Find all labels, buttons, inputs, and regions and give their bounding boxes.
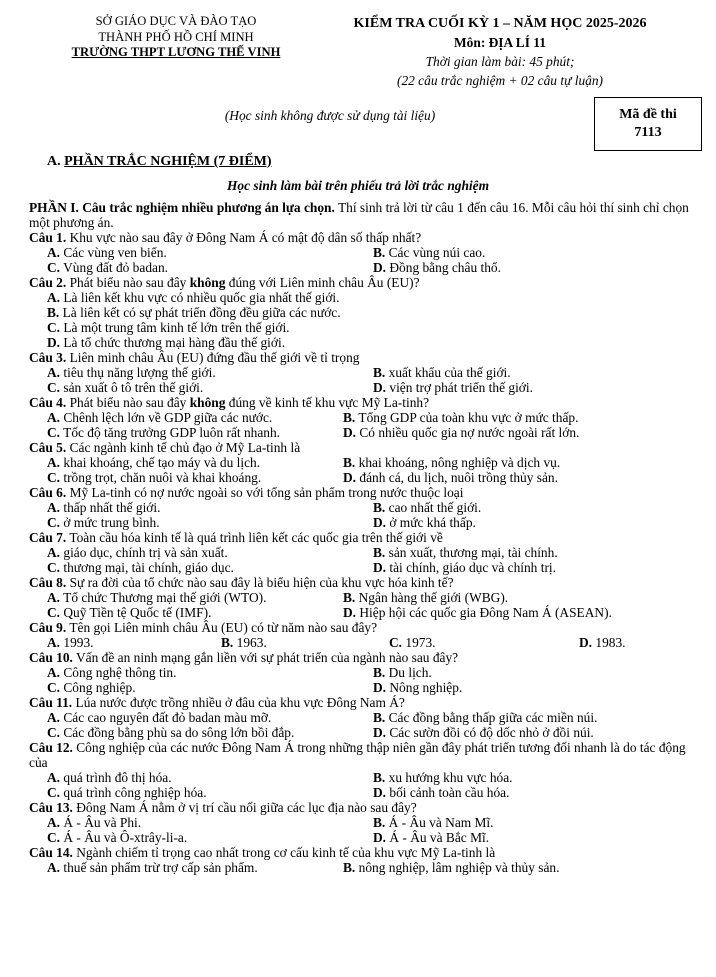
answer-option: [373, 515, 689, 530]
question-stem: [29, 800, 689, 815]
option-text: tiêu thụ năng lượng thế giới.: [60, 365, 216, 380]
question-text: Ngành chiếm tỉ trọng cao nhất trong cơ cấu kinh tế của khu vực Mỹ La-tinh là: [72, 845, 496, 860]
question-emphasis: không: [189, 275, 226, 290]
answer-option: [47, 425, 343, 440]
question-number: Câu 14.: [29, 845, 73, 860]
answer-option: [579, 635, 689, 650]
option-text: Ngân hàng thế giới (WBG).: [355, 590, 509, 605]
option-text: Á - Âu và Nam Mĩ.: [385, 815, 494, 830]
option-letter: C.: [47, 680, 61, 695]
option-letter: C.: [47, 320, 61, 335]
question-item: [29, 485, 689, 530]
section-heading: PHẦN TRẮC NGHIỆM (7 ĐIỂM): [64, 154, 272, 169]
answer-option: [47, 725, 373, 740]
option-letter: C.: [47, 785, 61, 800]
question-item: [29, 620, 689, 650]
option-text: Á - Âu và Ô-xtrây-li-a.: [60, 830, 188, 845]
question-stem: [29, 650, 689, 665]
question-stem: [29, 395, 689, 410]
answer-option: [373, 680, 689, 695]
option-letter: A.: [47, 860, 61, 875]
answer-option: [343, 605, 689, 620]
answer-options: [47, 590, 689, 620]
question-emphasis: không: [189, 395, 226, 410]
question-stem: [29, 845, 689, 860]
option-letter: A.: [47, 410, 61, 425]
option-letter: B.: [221, 635, 234, 650]
option-letter: A.: [47, 245, 61, 260]
option-text: xu hướng khu vực hóa.: [385, 770, 513, 785]
option-letter: C.: [47, 470, 61, 485]
option-letter: D.: [373, 515, 387, 530]
option-letter: B.: [343, 455, 356, 470]
answer-option: [373, 380, 689, 395]
answer-option: [47, 470, 343, 485]
answer-option: [373, 500, 689, 515]
answer-option: [373, 365, 689, 380]
option-letter: D.: [47, 335, 61, 350]
question-item: [29, 740, 689, 800]
answer-option: [343, 590, 689, 605]
question-number: Câu 7.: [29, 530, 67, 545]
option-text: Tổ chức Thương mại thế giới (WTO).: [60, 590, 267, 605]
question-number: Câu 2.: [29, 275, 67, 290]
question-text: đúng với Liên minh châu Âu (EU)?: [225, 275, 420, 290]
answer-options: [47, 500, 689, 530]
answer-option: [47, 380, 373, 395]
question-number: Câu 8.: [29, 575, 67, 590]
option-letter: B.: [47, 305, 60, 320]
answer-options: [47, 455, 689, 485]
answer-options: [47, 365, 689, 395]
exam-time: Thời gian làm bài: 45 phút;: [425, 54, 575, 69]
option-text: Là tổ chức thương mại hàng đầu thế giới.: [60, 335, 286, 350]
answer-option: [47, 305, 689, 320]
department-name: SỞ GIÁO DỤC VÀ ĐÀO TẠO: [95, 14, 257, 28]
option-text: giáo dục, chính trị và sản xuất.: [60, 545, 228, 560]
question-item: [29, 230, 689, 275]
answer-option: [47, 770, 373, 785]
question-stem: [29, 695, 689, 710]
option-text: Công nghiệp.: [60, 680, 136, 695]
school-name: TRƯỜNG THPT LƯƠNG THẾ VINH: [71, 45, 281, 59]
option-text: Tốc độ tăng trưởng GDP luôn rất nhanh.: [60, 425, 281, 440]
exam-structure: (22 câu trắc nghiệm + 02 câu tự luận): [396, 73, 603, 88]
option-text: thương mại, tài chính, giáo dục.: [60, 560, 234, 575]
question-item: [29, 650, 689, 695]
option-letter: D.: [373, 680, 387, 695]
option-letter: A.: [47, 455, 61, 470]
option-text: Vùng đất đỏ badan.: [60, 260, 169, 275]
option-letter: A.: [47, 500, 61, 515]
option-letter: B.: [343, 860, 356, 875]
option-letter: B.: [373, 770, 386, 785]
answer-option: [47, 605, 343, 620]
exam-note: (Học sinh không được sử dụng tài liệu): [224, 108, 436, 123]
option-letter: D.: [343, 425, 357, 440]
answer-option: [47, 365, 373, 380]
option-letter: C.: [47, 605, 61, 620]
option-text: khai khoáng, nông nghiệp và dịch vụ.: [355, 455, 561, 470]
question-number: Câu 4.: [29, 395, 67, 410]
exam-code-label: Mã đề thi: [619, 107, 677, 122]
answer-option: [47, 320, 689, 335]
answer-option: [373, 815, 689, 830]
option-letter: D.: [373, 380, 387, 395]
section-subtitle: Học sinh làm bài trên phiếu trả lời trắc nghiệm: [226, 178, 490, 193]
answer-option: [373, 830, 689, 845]
question-text: Toàn cầu hóa kinh tế là quá trình liên kết các quốc gia trên thế giới về: [66, 530, 443, 545]
option-text: bối cảnh toàn cầu hóa.: [386, 785, 510, 800]
option-letter: B.: [373, 815, 386, 830]
option-text: Hiệp hội các quốc gia Đông Nam Á (ASEAN).: [356, 605, 612, 620]
answer-option: [343, 455, 689, 470]
question-number: Câu 12.: [29, 740, 73, 755]
answer-options: [47, 245, 689, 275]
answer-option: [47, 245, 373, 260]
header-left: [52, 14, 300, 61]
question-item: [29, 845, 689, 875]
question-stem: [29, 620, 689, 635]
answer-options: [47, 770, 689, 800]
option-text: quá trình đô thị hóa.: [60, 770, 172, 785]
question-stem: [29, 440, 689, 455]
option-letter: A.: [47, 710, 61, 725]
option-text: Du lịch.: [385, 665, 432, 680]
question-number: Câu 6.: [29, 485, 67, 500]
part-instructions: [29, 200, 689, 230]
answer-option: [47, 680, 373, 695]
option-letter: A.: [47, 770, 61, 785]
option-text: Các đồng bằng thấp giữa các miền núi.: [385, 710, 598, 725]
option-text: sản xuất ô tô trên thế giới.: [60, 380, 204, 395]
question-list: [29, 200, 689, 875]
question-text: Phát biểu nào sau đây: [66, 275, 190, 290]
answer-option: [373, 665, 689, 680]
option-letter: D.: [343, 470, 357, 485]
option-text: viện trợ phát triển thế giới.: [386, 380, 533, 395]
option-text: Là một trung tâm kinh tế lớn trên thế giới.: [60, 320, 290, 335]
answer-option: [47, 500, 373, 515]
answer-option: [373, 770, 689, 785]
option-letter: D.: [343, 605, 357, 620]
answer-option: [221, 635, 389, 650]
answer-options: [47, 545, 689, 575]
answer-option: [47, 290, 689, 305]
question-text: Tên gọi Liên minh châu Âu (EU) có từ năm nào sau đây?: [66, 620, 378, 635]
answer-option: [343, 860, 689, 875]
option-letter: D.: [373, 785, 387, 800]
question-item: [29, 695, 689, 740]
option-text: Các sườn đồi có độ dốc nhỏ ở đồi núi.: [386, 725, 594, 740]
option-text: ở mức trung bình.: [60, 515, 160, 530]
answer-option: [373, 710, 689, 725]
option-letter: C.: [47, 725, 61, 740]
option-text: Là liên kết khu vực có nhiều quốc gia nhất thế giới.: [60, 290, 340, 305]
option-text: ở mức khá thấp.: [386, 515, 476, 530]
exam-code-value: 7113: [634, 125, 662, 140]
option-letter: B.: [373, 710, 386, 725]
option-text: Tổng GDP của toàn khu vực ở mức thấp.: [355, 410, 579, 425]
part-description: Thí sinh trả lời từ câu 1 đến câu 16. Mỗi câu hỏi thí sinh chỉ chọn một phương án.: [29, 200, 689, 230]
question-text: Công nghiệp của các nước Đông Nam Á trong những thập niên gần đây phát triển tương đối nhanh là do tác động của: [29, 740, 686, 770]
option-text: Các cao nguyên đất đỏ badan màu mỡ.: [60, 710, 272, 725]
answer-option: [47, 335, 689, 350]
subject: Môn: ĐỊA LÍ 11: [454, 35, 546, 50]
answer-option: [47, 665, 373, 680]
question-stem: [29, 740, 689, 770]
question-stem: [29, 485, 689, 500]
answer-option: [47, 710, 373, 725]
answer-option: [389, 635, 579, 650]
question-stem: [29, 350, 689, 365]
answer-option: [47, 410, 343, 425]
option-letter: A.: [47, 290, 61, 305]
question-text: Mỹ La-tinh có nợ nước ngoài so với tổng sản phẩm trong nước thuộc loại: [66, 485, 464, 500]
option-text: thấp nhất thế giới.: [60, 500, 161, 515]
question-number: Câu 3.: [29, 350, 67, 365]
option-letter: A.: [47, 365, 61, 380]
option-text: Công nghệ thông tin.: [60, 665, 177, 680]
option-letter: C.: [47, 380, 61, 395]
questions: [29, 230, 689, 875]
header-right: [330, 14, 670, 90]
question-text: đúng về kinh tế khu vực Mỹ La-tinh?: [225, 395, 430, 410]
option-text: nông nghiệp, lâm nghiệp và thủy sản.: [355, 860, 560, 875]
option-text: Nông nghiệp.: [386, 680, 463, 695]
option-text: cao nhất thế giới.: [385, 500, 482, 515]
option-letter: C.: [47, 560, 61, 575]
option-text: Quỹ Tiền tệ Quốc tế (IMF).: [60, 605, 212, 620]
question-text: Lúa nước được trồng nhiều ở đâu của khu vực Đông Nam Á?: [72, 695, 405, 710]
option-text: đánh cá, du lịch, nuôi trồng thủy sản.: [356, 470, 558, 485]
option-text: 1973.: [402, 635, 436, 650]
question-item: [29, 440, 689, 485]
answer-option: [373, 785, 689, 800]
option-letter: A.: [47, 665, 61, 680]
answer-option: [47, 560, 373, 575]
question-stem: [29, 275, 689, 290]
answer-option: [373, 545, 689, 560]
question-stem: [29, 230, 689, 245]
question-number: Câu 10.: [29, 650, 73, 665]
option-text: sản xuất, thương mại, tài chính.: [385, 545, 558, 560]
option-text: Các đồng bằng phù sa do sông lớn bồi đắp.: [60, 725, 295, 740]
option-letter: A.: [47, 545, 61, 560]
part-heading: PHẦN I. Câu trắc nghiệm nhiều phương án lựa chọn.: [29, 200, 335, 215]
option-letter: A.: [47, 635, 61, 650]
option-letter: B.: [373, 665, 386, 680]
answer-options: [47, 410, 689, 440]
question-item: [29, 530, 689, 575]
option-letter: C.: [47, 425, 61, 440]
option-letter: B.: [373, 500, 386, 515]
question-text: Các ngành kinh tế chủ đạo ở Mỹ La-tinh là: [66, 440, 301, 455]
answer-options: [47, 665, 689, 695]
answer-options: [47, 635, 689, 650]
option-letter: A.: [47, 590, 61, 605]
option-letter: B.: [373, 365, 386, 380]
option-letter: C.: [47, 515, 61, 530]
question-stem: [29, 575, 689, 590]
question-text: Vấn đề an ninh mạng gắn liền với sự phát triển của ngành nào sau đây?: [72, 650, 459, 665]
section-prefix: A.: [47, 154, 65, 169]
answer-option: [47, 635, 221, 650]
option-text: khai khoáng, chế tạo máy và du lịch.: [60, 455, 261, 470]
option-letter: C.: [389, 635, 403, 650]
option-text: quá trình công nghiệp hóa.: [60, 785, 207, 800]
exam-title: KIỂM TRA CUỐI KỲ 1 – NĂM HỌC 2025-2026: [353, 16, 647, 31]
option-text: Có nhiều quốc gia nợ nước ngoài rất lớn.: [356, 425, 580, 440]
option-text: Á - Âu và Bắc Mĩ.: [386, 830, 490, 845]
question-number: Câu 1.: [29, 230, 67, 245]
option-letter: D.: [373, 725, 387, 740]
answer-option: [47, 860, 343, 875]
option-text: tài chính, giáo dục và chính trị.: [386, 560, 556, 575]
question-number: Câu 11.: [29, 695, 73, 710]
answer-option: [47, 830, 373, 845]
question-stem: [29, 530, 689, 545]
answer-option: [373, 245, 689, 260]
option-text: 1983.: [592, 635, 626, 650]
option-letter: D.: [373, 560, 387, 575]
option-letter: D.: [373, 830, 387, 845]
answer-options: [47, 290, 689, 350]
answer-options: [47, 860, 689, 875]
answer-option: [47, 260, 373, 275]
option-text: Chênh lệch lớn về GDP giữa các nước.: [60, 410, 273, 425]
option-text: Các vùng ven biển.: [60, 245, 167, 260]
answer-option: [47, 590, 343, 605]
answer-option: [47, 785, 373, 800]
question-item: [29, 395, 689, 440]
option-text: trồng trọt, chăn nuôi và khai khoáng.: [60, 470, 262, 485]
answer-option: [47, 545, 373, 560]
option-letter: C.: [47, 260, 61, 275]
option-text: xuất khẩu của thế giới.: [385, 365, 511, 380]
answer-option: [373, 725, 689, 740]
question-item: [29, 800, 689, 845]
question-item: [29, 275, 689, 350]
question-item: [29, 350, 689, 395]
option-letter: C.: [47, 830, 61, 845]
option-text: 1993.: [60, 635, 94, 650]
answer-option: [47, 455, 343, 470]
answer-option: [343, 410, 689, 425]
option-text: Các vùng núi cao.: [385, 245, 486, 260]
question-text: Phát biểu nào sau đây: [66, 395, 190, 410]
city-name: THÀNH PHỐ HỒ CHÍ MINH: [98, 29, 254, 44]
answer-options: [47, 710, 689, 740]
exam-code-box: [594, 97, 702, 151]
option-letter: B.: [343, 410, 356, 425]
answer-option: [343, 470, 689, 485]
question-text: Sự ra đời của tổ chức nào sau đây là biểu hiện của khu vực hóa kinh tế?: [66, 575, 454, 590]
question-text: Liên minh châu Âu (EU) đứng đầu thế giới về tỉ trọng: [66, 350, 360, 365]
option-text: Là liên kết có sự phát triển đồng đều giữa các nước.: [59, 305, 341, 320]
option-text: Á - Âu và Phi.: [60, 815, 142, 830]
question-item: [29, 575, 689, 620]
section-title: [47, 154, 272, 169]
option-text: thuế sản phẩm trừ trợ cấp sản phẩm.: [60, 860, 258, 875]
answer-option: [373, 260, 689, 275]
option-letter: A.: [47, 815, 61, 830]
option-letter: B.: [373, 245, 386, 260]
answer-options: [47, 815, 689, 845]
option-letter: B.: [373, 545, 386, 560]
option-text: Đồng bằng châu thổ.: [386, 260, 501, 275]
question-number: Câu 5.: [29, 440, 67, 455]
answer-option: [343, 425, 689, 440]
question-number: Câu 13.: [29, 800, 73, 815]
option-letter: D.: [579, 635, 593, 650]
question-number: Câu 9.: [29, 620, 67, 635]
option-text: 1963.: [233, 635, 267, 650]
option-letter: D.: [373, 260, 387, 275]
answer-option: [47, 815, 373, 830]
option-letter: B.: [343, 590, 356, 605]
answer-option: [47, 515, 373, 530]
question-text: Đông Nam Á nằm ở vị trí cầu nối giữa các lục địa nào sau đây?: [72, 800, 417, 815]
answer-option: [373, 560, 689, 575]
question-text: Khu vực nào sau đây ở Đông Nam Á có mật độ dân số thấp nhất?: [66, 230, 422, 245]
